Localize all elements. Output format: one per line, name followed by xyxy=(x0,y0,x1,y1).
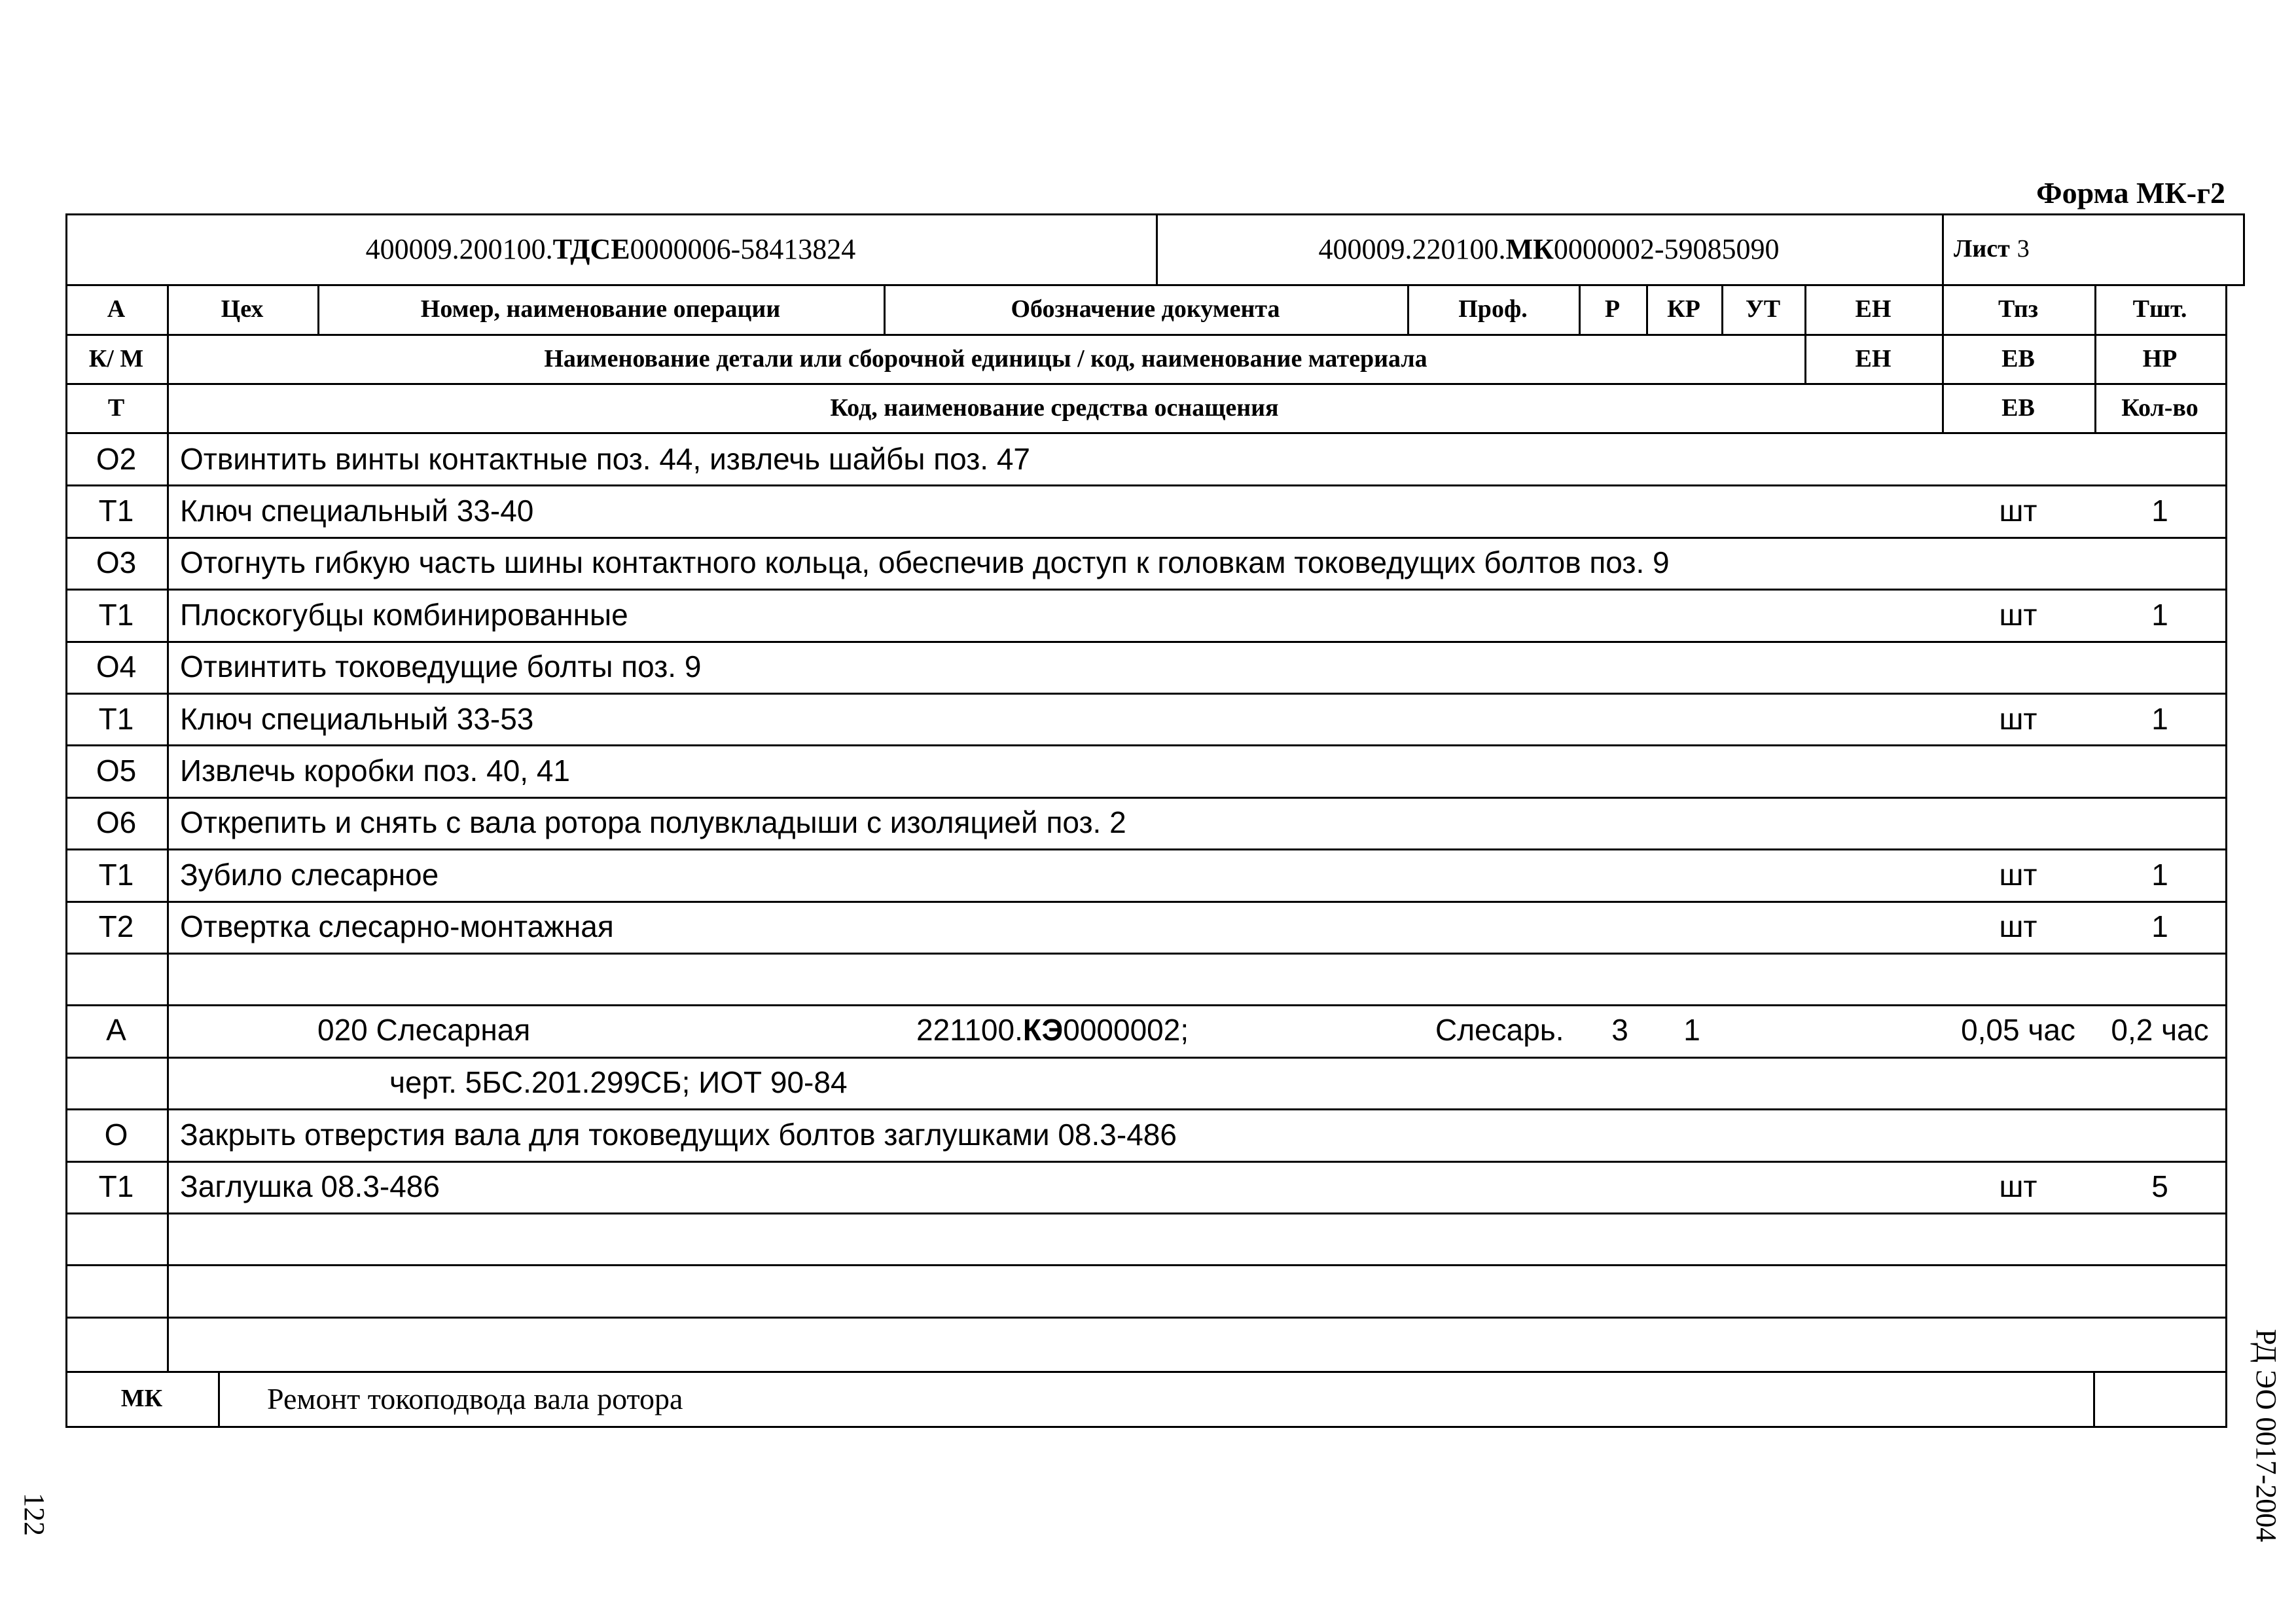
header-kr: КР xyxy=(1667,295,1700,323)
row-code: Т1 xyxy=(98,494,134,528)
row-text: Заглушка 08.3-486 xyxy=(180,1169,440,1204)
header-tpz: Тпз xyxy=(1998,295,2039,323)
row-divider xyxy=(65,953,2227,955)
row-text: Отвертка слесарно-монтажная xyxy=(180,909,614,944)
header-r: Р xyxy=(1604,295,1621,323)
row-code: Т1 xyxy=(98,597,134,632)
header-a: А xyxy=(107,295,126,323)
row-unit: шт xyxy=(1999,909,2037,944)
sheet-number: Лист 3 xyxy=(1954,235,2030,263)
operation-r: 3 xyxy=(1611,1013,1628,1047)
row-divider xyxy=(65,1317,2227,1319)
row-text: Извлечь коробки поз. 40, 41 xyxy=(180,754,571,788)
row-text: Закрыть отверстия вала для токоведущих болтов заглушками 08.3-486 xyxy=(180,1117,1177,1152)
row-unit xyxy=(1942,1108,2094,1160)
header-en: ЕН xyxy=(1855,295,1892,323)
row-quantity: 1 xyxy=(2151,857,2168,892)
row-quantity xyxy=(2094,1108,2225,1160)
row-code: О6 xyxy=(96,805,137,840)
row-unit xyxy=(1942,1317,2094,1368)
row-quantity xyxy=(2094,1264,2225,1316)
row-unit xyxy=(1942,1213,2094,1264)
row-quantity: 1 xyxy=(2151,909,2168,944)
operation-document: 221100. КЭ 0000002; xyxy=(916,1013,1189,1047)
table-divider xyxy=(218,1371,220,1427)
row-code: О4 xyxy=(96,649,137,684)
header-profession: Проф. xyxy=(1458,295,1528,323)
footer-title: Ремонт токоподвода вала ротора xyxy=(267,1381,683,1415)
row-code xyxy=(65,1317,167,1368)
header-t: Т xyxy=(107,393,125,422)
row-divider xyxy=(65,1264,2227,1266)
row-code xyxy=(65,1213,167,1264)
operation-code: А xyxy=(106,1013,126,1047)
table-divider xyxy=(167,284,169,1371)
row-text: Отвинтить токоведущие болты поз. 9 xyxy=(180,649,702,684)
row-divider xyxy=(65,1213,2227,1214)
row-quantity: 5 xyxy=(2151,1169,2168,1204)
table-border-bottom xyxy=(65,1426,2227,1428)
header-document: Обозначение документа xyxy=(1011,295,1280,323)
row-text: Ключ специальный 33-53 xyxy=(180,701,534,736)
row-unit xyxy=(1942,537,2094,589)
header-ev: ЕВ xyxy=(2001,344,2035,373)
row-text: Отвинтить винты контактные поз. 44, извлечь шайбы поз. 47 xyxy=(180,441,1031,476)
operation-tpz: 0,05 час xyxy=(1961,1013,2075,1047)
header-ut: УТ xyxy=(1745,295,1781,323)
row-quantity xyxy=(2094,433,2225,484)
row-code: О3 xyxy=(96,545,137,580)
header-operation: Номер, наименование операции xyxy=(420,295,781,323)
row-quantity xyxy=(2094,953,2225,1004)
row-code: О xyxy=(104,1117,128,1152)
header-qty: Кол-во xyxy=(2121,393,2198,422)
table-border-right xyxy=(2225,284,2227,1428)
header-tsht: Тшт. xyxy=(2132,295,2187,323)
row-text: Зубило слесарное xyxy=(180,857,439,892)
row-unit: шт xyxy=(1999,597,2037,632)
row-quantity xyxy=(2094,797,2225,848)
row-quantity: 1 xyxy=(2151,701,2168,736)
row-unit: шт xyxy=(1999,857,2037,892)
row-code: Т1 xyxy=(98,701,134,736)
header-km: К/ М xyxy=(88,344,144,373)
row-code: О2 xyxy=(96,441,137,476)
row-unit xyxy=(1942,797,2094,848)
row-text: Плоскогубцы комбинированные xyxy=(180,597,628,632)
table-border-right xyxy=(2243,213,2245,284)
document-standard: РД ЭО 0017-2004 xyxy=(2250,1329,2282,1542)
row-unit: шт xyxy=(1999,1169,2037,1204)
page-number: 122 xyxy=(18,1493,50,1536)
row-quantity xyxy=(2094,537,2225,589)
header-equipment: Код, наименование средства оснащения xyxy=(830,393,1279,422)
table-divider xyxy=(1942,213,1944,284)
header-nr: НР xyxy=(2142,344,2178,373)
row-text: Ключ специальный 33-40 xyxy=(180,494,534,528)
row-quantity: 1 xyxy=(2151,597,2168,632)
row-code xyxy=(65,1264,167,1316)
form-label: Форма МК-г2 xyxy=(2036,176,2225,210)
operation-tsht: 0,2 час xyxy=(2111,1013,2209,1047)
header-part-name: Наименование детали или сборочной единицы / код, наименование материала xyxy=(544,344,1427,373)
header-ev-2: ЕВ xyxy=(2001,393,2035,422)
row-quantity xyxy=(2094,1213,2225,1264)
row-code: Т1 xyxy=(98,1169,134,1204)
row-quantity: 1 xyxy=(2151,494,2168,528)
row-unit xyxy=(1942,1264,2094,1316)
row-quantity xyxy=(2094,641,2225,693)
row-quantity xyxy=(2094,744,2225,796)
operation-kr: 1 xyxy=(1683,1013,1700,1047)
row-unit xyxy=(1942,641,2094,693)
row-text: Отогнуть гибкую часть шины контактного кольца, обеспечив доступ к головкам токоведущих болтов поз. 9 xyxy=(180,545,1670,580)
document-code-left: 400009.200100. ТДСЕ 0000006-58413824 xyxy=(365,232,856,265)
row-unit xyxy=(1942,744,2094,796)
header-en-2: ЕН xyxy=(1855,344,1892,373)
header-workshop: Цех xyxy=(221,295,264,323)
operation-docs: черт. 5БС.201.299СБ; ИОТ 90-84 xyxy=(389,1065,848,1099)
row-unit: шт xyxy=(1999,494,2037,528)
document-code-middle: 400009.220100. МК 0000002-59085090 xyxy=(1318,232,1780,265)
row-unit xyxy=(1942,433,2094,484)
row-unit xyxy=(1942,953,2094,1004)
row-code: О5 xyxy=(96,754,137,788)
row-code xyxy=(65,953,167,1004)
row-unit: шт xyxy=(1999,701,2037,736)
table-divider xyxy=(2093,1371,2095,1427)
operation-profession: Слесарь. xyxy=(1435,1013,1564,1047)
row-text: Открепить и снять с вала ротора полувкладыши с изоляцией поз. 2 xyxy=(180,805,1126,840)
row-quantity xyxy=(2094,1317,2225,1368)
operation-name: 020 Слесарная xyxy=(317,1013,531,1047)
footer-label: МК xyxy=(120,1385,163,1412)
row-code: Т2 xyxy=(98,909,134,944)
row-code: Т1 xyxy=(98,857,134,892)
